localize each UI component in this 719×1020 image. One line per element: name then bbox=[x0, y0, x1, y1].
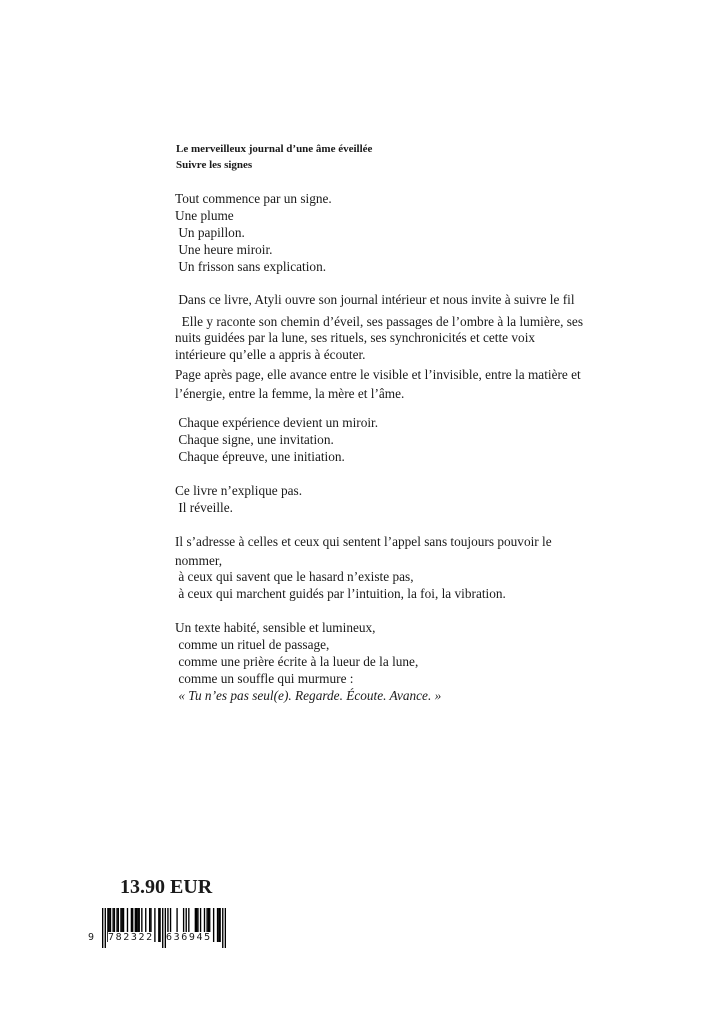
barcode-bar bbox=[105, 908, 106, 948]
text-line: Il réveille. bbox=[175, 500, 233, 515]
price-label: 13.90 EUR bbox=[120, 876, 213, 898]
text-line: Chaque signe, une invitation. bbox=[175, 432, 334, 447]
barcode-first-digit: 9 bbox=[88, 932, 96, 943]
text-line: comme une prière écrite à la lueur de la lune, bbox=[175, 654, 419, 669]
text-line: à ceux qui marchent guidés par l’intuition, la foi, la vibration. bbox=[175, 586, 506, 601]
barcode-bar bbox=[159, 908, 160, 942]
text-line: Une plume bbox=[175, 208, 234, 223]
barcode-bar bbox=[154, 908, 155, 942]
barcode-right-digits: 636945 bbox=[166, 932, 212, 943]
barcode-bar bbox=[162, 908, 163, 948]
text-line: Chaque expérience devient un miroir. bbox=[175, 415, 379, 430]
text-line: Page après page, elle avance entre le visible et l’invisible, entre la matière et bbox=[175, 367, 581, 382]
text-line: à ceux qui savent que le hasard n’existe pas, bbox=[175, 569, 414, 584]
text-line: Chaque épreuve, une initiation. bbox=[175, 449, 345, 464]
text-line: Tout commence par un signe. bbox=[175, 191, 332, 206]
barcode-bar bbox=[222, 908, 223, 948]
barcode-left-digits: 782322 bbox=[108, 932, 154, 943]
closing-quote: « Tu n’es pas seul(e). Regarde. Écoute. Avance. » bbox=[175, 688, 442, 703]
book-subtitle: Suivre les signes bbox=[176, 159, 253, 171]
text-line: Il s’adresse à celles et ceux qui sentent l’appel sans toujours pouvoir le bbox=[175, 534, 552, 549]
text-line: Une heure miroir. bbox=[175, 242, 273, 257]
barcode-bar bbox=[225, 908, 226, 948]
text-line: Un papillon. bbox=[175, 225, 245, 240]
barcode-bar bbox=[158, 908, 159, 942]
text-line: nommer, bbox=[175, 553, 223, 568]
text-line: Dans ce livre, Atyli ouvre son journal intérieur et nous invite à suivre le fil bbox=[175, 292, 575, 307]
text-line: Un texte habité, sensible et lumineux, bbox=[175, 620, 376, 635]
text-line: comme un rituel de passage, bbox=[175, 637, 330, 652]
text-line: Un frisson sans explication. bbox=[175, 259, 327, 274]
text-line: nuits guidées par la lune, ses rituels, ses synchronicités et cette voix bbox=[175, 330, 536, 345]
barcode-bar bbox=[218, 908, 219, 942]
barcode-bar bbox=[213, 908, 214, 942]
text-line: l’énergie, entre la femme, la mère et l’âme. bbox=[175, 386, 405, 401]
barcode-bar bbox=[217, 908, 218, 942]
text-line: comme un souffle qui murmure : bbox=[175, 671, 354, 686]
book-title: Le merveilleux journal d’une âme éveillée bbox=[176, 143, 373, 155]
text-line: Ce livre n’explique pas. bbox=[175, 483, 303, 498]
text-line: Elle y raconte son chemin d’éveil, ses passages de l’ombre à la lumière, ses bbox=[175, 314, 584, 329]
text-line: intérieure qu’elle a appris à écouter. bbox=[175, 347, 366, 362]
barcode-bar bbox=[219, 908, 220, 942]
barcode-bar bbox=[102, 908, 103, 948]
